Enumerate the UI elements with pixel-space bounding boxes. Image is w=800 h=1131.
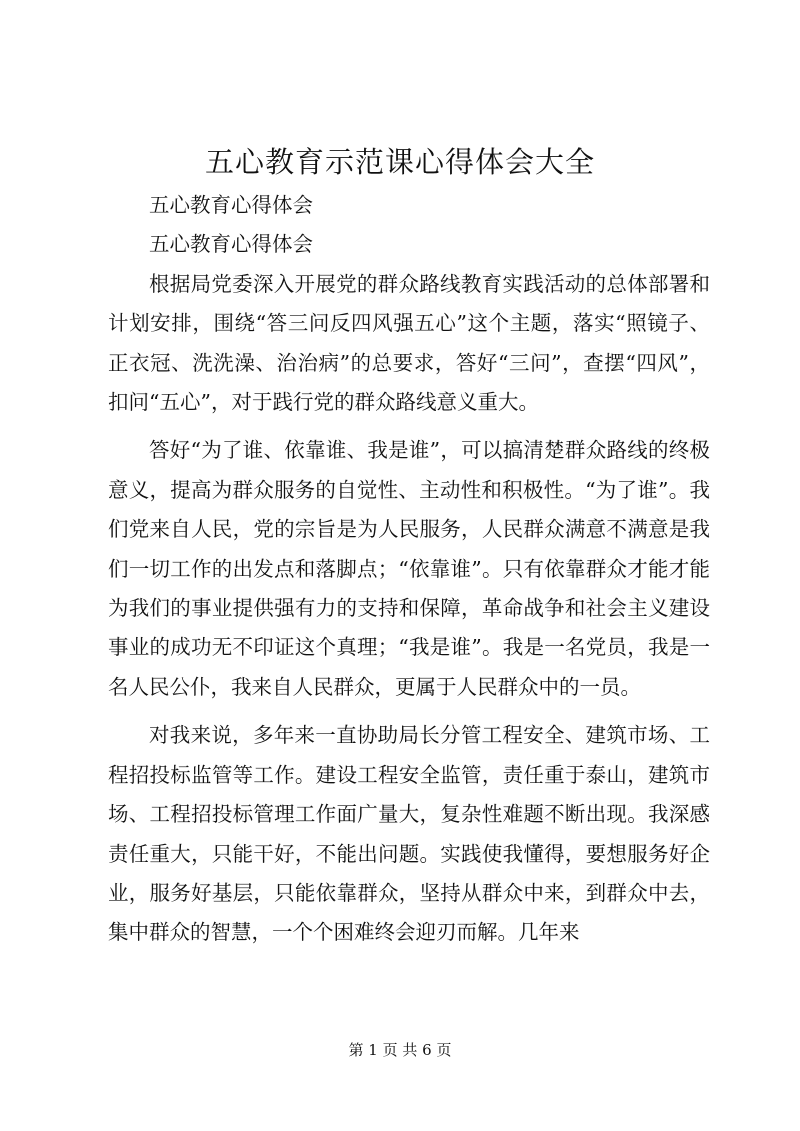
subtitle-line: 五心教育心得体会 <box>149 193 313 217</box>
subtitle-line: 五心教育心得体会 <box>149 232 313 257</box>
body-paragraph: 答好“为了谁、依靠谁、我是谁”，可以搞清楚群众路线的终极意义，提高为群众服务的自觉性、主动性和积极性。“为了谁”。我们党来自人民，党的宗旨是为人民服务，人民群众满意不满意是我们一切工作的出发点和落脚点；“依靠谁”。只有依靠群众才能才能为我们的事业提供强有力的支持和保障，革命战争和社会主义建设事业的成功无不印证这个真理；“我是谁”。我是一名党员，我是一名人民公仆，我来自人民群众，更属于人民群众中的一员。 <box>108 438 710 699</box>
document-body <box>108 186 710 953</box>
document-title: 五心教育示范课心得体会大全 <box>204 145 595 179</box>
body-paragraph: 根据局党委深入开展党的群众路线教育实践活动的总体部署和计划安排，围绕“答三问反四风强五心”这个主题，落实“照镜子、正衣冠、洗洗澡、治治病”的总要求，答好“三问”，查摆“四风”，扣问“五心”，对于践行党的群众路线意义重大。 <box>108 271 710 415</box>
body-paragraph: 对我来说，多年来一直协助局长分管工程安全、建筑市场、工程招投标监管等工作。建设工程安全监管，责任重于泰山，建筑市场、工程招投标管理工作面广量大，复杂性难题不断出现。我深感责任重大，只能干好，不能出问题。实践使我懂得，要想服务好企业，服务好基层，只能依靠群众，坚持从群众中来，到群众中去，集中群众的智慧，一个个困难终会迎刃而解。几年来 <box>108 723 710 945</box>
page-number-footer: 第 1 页 共 6 页 <box>348 1041 452 1059</box>
